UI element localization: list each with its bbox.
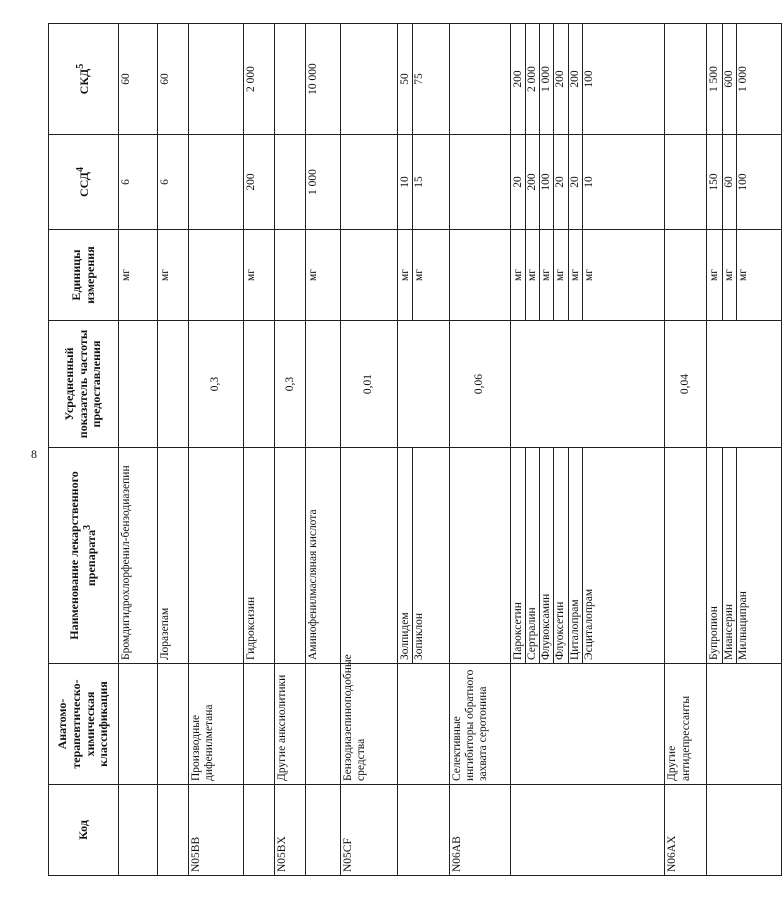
unit-value: мг xyxy=(244,269,257,281)
ssd-cell xyxy=(306,135,340,230)
skd-cell xyxy=(189,24,243,135)
header-ssd: ССД$^4$ xyxy=(49,135,119,230)
ssd-value: 200 xyxy=(525,135,539,229)
table-row xyxy=(243,24,274,876)
units-cell xyxy=(707,230,782,321)
ssd-value: 20 xyxy=(511,176,524,188)
frequency-cell xyxy=(243,321,274,448)
ssd-cell xyxy=(157,135,188,230)
drug-name: Зопиклон xyxy=(412,448,426,663)
units-cell xyxy=(119,230,158,321)
skd-cell xyxy=(707,24,782,135)
table-row xyxy=(665,24,707,876)
units-cell xyxy=(340,230,397,321)
table-row xyxy=(398,24,450,876)
drug-cell xyxy=(119,448,158,664)
drug-name: Аминофенилмасляная кислота xyxy=(307,509,320,660)
code-cell: N05BB xyxy=(189,785,243,876)
units-cell xyxy=(275,230,306,321)
drug-cell xyxy=(665,448,707,664)
units-cell xyxy=(398,230,450,321)
code-cell: N05BX xyxy=(275,785,306,876)
table-row xyxy=(306,24,340,876)
skd-value: 200 xyxy=(511,70,524,88)
drug-name: Эсциталопрам xyxy=(582,448,596,663)
units-cell xyxy=(665,230,707,321)
frequency-cell xyxy=(306,321,340,448)
drug-table xyxy=(48,23,782,876)
drug-cell xyxy=(275,448,306,664)
skd-value: 2 000 xyxy=(525,24,539,134)
skd-value: 60 xyxy=(158,73,171,85)
skd-cell xyxy=(275,24,306,135)
unit-value: мг xyxy=(412,230,426,320)
code-cell xyxy=(707,785,782,876)
drug-cell xyxy=(707,448,782,664)
table-row xyxy=(510,24,665,876)
drug-name: Сертралин xyxy=(525,448,539,663)
units-cell xyxy=(243,230,274,321)
code-cell xyxy=(157,785,188,876)
drug-cell xyxy=(243,448,274,664)
drug-name: Гидроксизин xyxy=(244,596,257,660)
table-row xyxy=(275,24,306,876)
code-cell xyxy=(306,785,340,876)
drug-cell xyxy=(189,448,243,664)
unit-value: мг xyxy=(553,230,567,320)
header-atc: Анатомо-терапевтическо-химическая классификация xyxy=(49,664,119,785)
atc-cell: Бензодиазепиноподобные средства xyxy=(340,664,397,785)
code-cell: N05CF xyxy=(340,785,397,876)
drug-name: Бупропион xyxy=(708,606,721,660)
drug-name: Флуоксетин xyxy=(553,448,567,663)
unit-value: мг xyxy=(511,269,524,281)
header-skd: СКД$^5$ xyxy=(49,24,119,135)
unit-value: мг xyxy=(307,269,320,281)
skd-cell xyxy=(157,24,188,135)
atc-cell: Другие антидепрессанты xyxy=(665,664,707,785)
code-cell xyxy=(398,785,450,876)
header-frequency: Усредненный показатель частоты предоставления xyxy=(49,321,119,448)
units-cell xyxy=(449,230,510,321)
frequency-cell: 0,04 xyxy=(665,321,707,448)
frequency-cell xyxy=(398,321,450,448)
atc-cell xyxy=(707,664,782,785)
units-cell xyxy=(157,230,188,321)
ssd-cell xyxy=(275,135,306,230)
skd-cell xyxy=(306,24,340,135)
ssd-value: 150 xyxy=(708,173,721,191)
drug-cell xyxy=(398,448,450,664)
atc-cell xyxy=(119,664,158,785)
skd-value: 60 xyxy=(120,73,132,85)
frequency-cell: 0,06 xyxy=(449,321,510,448)
code-cell xyxy=(243,785,274,876)
atc-cell xyxy=(243,664,274,785)
ssd-value: 10 xyxy=(582,135,596,229)
frequency-cell xyxy=(157,321,188,448)
skd-value: 100 xyxy=(582,24,596,134)
unit-value: мг xyxy=(568,230,582,320)
drug-name: Циталопрам xyxy=(568,448,582,663)
skd-value: 1 000 xyxy=(539,24,553,134)
ssd-value: 20 xyxy=(553,135,567,229)
table-row xyxy=(119,24,158,876)
drug-cell xyxy=(157,448,188,664)
ssd-value: 1 000 xyxy=(307,169,320,195)
unit-value: мг xyxy=(722,230,736,320)
atc-cell xyxy=(398,664,450,785)
ssd-value: 60 xyxy=(722,135,736,229)
ssd-value: 100 xyxy=(736,135,750,229)
skd-value: 75 xyxy=(412,24,426,134)
table-body xyxy=(119,24,782,876)
skd-value: 1 500 xyxy=(708,66,721,92)
unit-value: мг xyxy=(120,269,132,281)
unit-value: мг xyxy=(399,269,412,281)
skd-cell xyxy=(449,24,510,135)
frequency-cell xyxy=(510,321,665,448)
table-row xyxy=(449,24,510,876)
unit-value: мг xyxy=(708,269,721,281)
atc-cell xyxy=(306,664,340,785)
header-code: Код xyxy=(49,785,119,876)
atc-cell xyxy=(157,664,188,785)
skd-cell xyxy=(340,24,397,135)
drug-name: Миансерин xyxy=(722,448,736,663)
unit-value: мг xyxy=(525,230,539,320)
ssd-cell xyxy=(398,135,450,230)
drug-cell xyxy=(340,448,397,664)
frequency-cell xyxy=(707,321,782,448)
code-cell xyxy=(510,785,665,876)
table-row xyxy=(707,24,782,876)
units-cell xyxy=(306,230,340,321)
skd-cell xyxy=(398,24,450,135)
ssd-value: 200 xyxy=(244,173,257,191)
skd-cell xyxy=(665,24,707,135)
ssd-cell xyxy=(449,135,510,230)
skd-value: 200 xyxy=(553,24,567,134)
skd-value: 50 xyxy=(399,73,412,85)
drug-cell xyxy=(449,448,510,664)
skd-value: 2 000 xyxy=(244,66,257,92)
code-cell: N06AB xyxy=(449,785,510,876)
frequency-cell: 0,01 xyxy=(340,321,397,448)
ssd-value: 10 xyxy=(399,176,412,188)
table-row xyxy=(157,24,188,876)
ssd-cell xyxy=(510,135,665,230)
drug-name: Лоразепам xyxy=(158,607,171,660)
skd-cell xyxy=(243,24,274,135)
atc-cell: Производные дифенилметана xyxy=(189,664,243,785)
ssd-value: 20 xyxy=(568,135,582,229)
drug-cell xyxy=(306,448,340,664)
drug-cell xyxy=(510,448,665,664)
header-row xyxy=(49,24,119,876)
header-drug: Наименование лекарственного препарата$^3$ xyxy=(49,448,119,664)
skd-cell xyxy=(119,24,158,135)
atc-cell: Селективные ингибиторы обратного захвата серотонина xyxy=(449,664,510,785)
unit-value: мг xyxy=(736,230,750,320)
skd-cell xyxy=(510,24,665,135)
drug-name: Флувоксамин xyxy=(539,448,553,663)
skd-value: 200 xyxy=(568,24,582,134)
code-cell: N06AX xyxy=(665,785,707,876)
atc-cell: Другие анксиолитики xyxy=(275,664,306,785)
rotated-table-container xyxy=(48,24,782,876)
ssd-cell xyxy=(340,135,397,230)
ssd-cell xyxy=(243,135,274,230)
skd-value: 600 xyxy=(722,24,736,134)
frequency-cell: 0,3 xyxy=(275,321,306,448)
ssd-cell xyxy=(189,135,243,230)
units-cell xyxy=(510,230,665,321)
drug-name: Золпидем xyxy=(399,612,412,660)
header-units: Единицы измерения xyxy=(49,230,119,321)
drug-name: Бромдигидрохлорфенил-бензодиазепин xyxy=(120,465,132,660)
unit-value: мг xyxy=(539,230,553,320)
ssd-value: 6 xyxy=(120,179,132,185)
unit-value: мг xyxy=(158,269,171,281)
atc-cell xyxy=(510,664,665,785)
ssd-cell xyxy=(119,135,158,230)
table-row xyxy=(189,24,243,876)
ssd-cell xyxy=(707,135,782,230)
ssd-value: 15 xyxy=(412,135,426,229)
skd-value: 10 000 xyxy=(307,63,320,95)
code-cell xyxy=(119,785,158,876)
drug-name: Милнаципран xyxy=(736,448,750,663)
units-cell xyxy=(189,230,243,321)
page-number: 8 xyxy=(31,447,37,461)
ssd-cell xyxy=(665,135,707,230)
frequency-cell xyxy=(119,321,158,448)
frequency-cell: 0,3 xyxy=(189,321,243,448)
table-row xyxy=(340,24,397,876)
unit-value: мг xyxy=(582,230,596,320)
skd-value: 1 000 xyxy=(736,24,750,134)
drug-name: Пароксетин xyxy=(511,602,524,660)
ssd-value: 100 xyxy=(539,135,553,229)
ssd-value: 6 xyxy=(158,179,171,185)
